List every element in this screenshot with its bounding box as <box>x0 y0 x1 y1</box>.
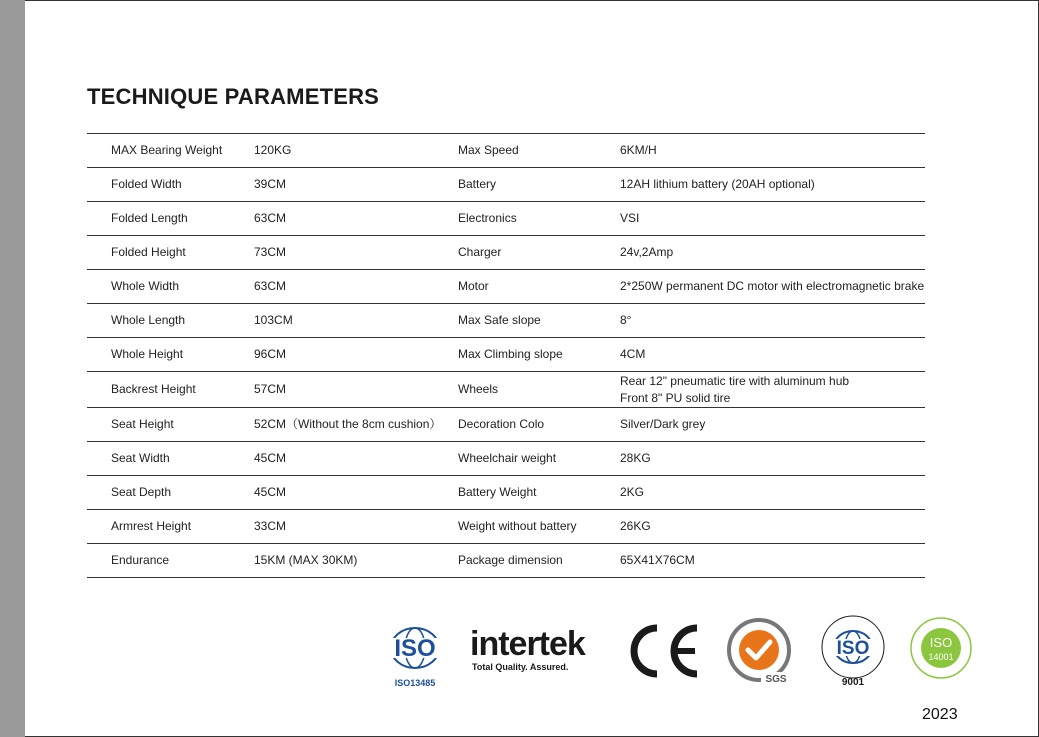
intertek-logo <box>470 626 610 681</box>
param-value: 15KM (MAX 30KM) <box>254 553 358 567</box>
param-name: Seat Depth <box>111 485 172 499</box>
iso9001-logo <box>818 612 888 688</box>
table-row <box>87 372 925 408</box>
param-value: 120KG <box>254 143 292 157</box>
table-row <box>87 134 925 168</box>
sgs-badge-icon <box>725 616 795 688</box>
iso13485-logo <box>380 620 450 690</box>
table-row <box>87 442 925 476</box>
param-value: 39CM <box>254 177 287 191</box>
param-name: Whole Length <box>111 313 186 327</box>
page-title: TECHNIQUE PARAMETERS <box>87 84 380 109</box>
svg-text:ISO: ISO <box>836 638 870 659</box>
param-value: Silver/Dark grey <box>620 417 706 431</box>
table-row <box>87 338 925 372</box>
param-value: 26KG <box>620 519 651 533</box>
param-value: 2KG <box>620 485 645 499</box>
svg-text:9001: 9001 <box>841 677 865 688</box>
param-name: Electronics <box>458 211 517 225</box>
parameters-table <box>87 133 925 578</box>
param-value: Rear 12" pneumatic tire with aluminum hub Front 8" PU solid tire <box>620 373 850 405</box>
param-value: 28KG <box>620 451 651 465</box>
param-value: 63CM <box>254 211 287 225</box>
param-name: Battery <box>458 177 497 191</box>
left-margin-bar <box>0 0 25 737</box>
param-value: 24v,2Amp <box>620 245 674 259</box>
table-row <box>87 168 925 202</box>
param-name: Weight without battery <box>458 519 577 533</box>
param-name: Folded Width <box>111 177 182 191</box>
year-label: 2023 <box>922 706 958 723</box>
svg-text:ISO: ISO <box>394 635 436 662</box>
param-value: 103CM <box>254 313 293 327</box>
param-name: Wheels <box>458 382 499 396</box>
ce-mark-icon <box>625 620 705 682</box>
param-name: Charger <box>458 245 502 259</box>
param-name: Seat Width <box>111 451 170 465</box>
param-value: 63CM <box>254 279 287 293</box>
table-row <box>87 236 925 270</box>
param-value: 45CM <box>254 451 287 465</box>
param-name: Folded Height <box>111 245 186 259</box>
table-row <box>87 304 925 338</box>
param-value: 52CM（Without the 8cm cushion） <box>254 417 442 431</box>
param-value: 2*250W permanent DC motor with electromagnetic brake <box>620 279 925 293</box>
iso14001-badge-icon <box>905 614 977 686</box>
svg-text:14001: 14001 <box>928 652 954 662</box>
param-value: 65X41X76CM <box>620 553 695 567</box>
svg-text:SGS: SGS <box>765 674 787 685</box>
param-name: Motor <box>458 279 489 293</box>
param-name: Folded Length <box>111 211 188 225</box>
param-name: Max Speed <box>458 143 519 157</box>
param-value: 96CM <box>254 347 287 361</box>
param-value: 12AH lithium battery (20AH optional) <box>620 177 815 191</box>
param-value: 45CM <box>254 485 287 499</box>
svg-text:ISO: ISO <box>929 635 953 650</box>
iso13485-caption: ISO13485 <box>394 678 436 688</box>
param-name: Whole Width <box>111 279 180 293</box>
param-name: Wheelchair weight <box>458 451 557 465</box>
table-row <box>87 270 925 304</box>
param-name: Decoration Colo <box>458 417 545 431</box>
param-value: 6KM/H <box>620 143 657 157</box>
sgs-logo <box>725 616 795 688</box>
param-name: Endurance <box>111 553 170 567</box>
table-row <box>87 408 925 442</box>
param-value: 73CM <box>254 245 287 259</box>
intertek-tagline: Total Quality. Assured. <box>472 662 569 672</box>
intertek-wordmark: intertek <box>470 625 585 663</box>
table-row <box>87 544 925 578</box>
table-row <box>87 202 925 236</box>
param-value: 4CM <box>620 347 646 361</box>
param-name: Package dimension <box>458 553 563 567</box>
param-value: 33CM <box>254 519 287 533</box>
param-value: VSI <box>620 211 640 225</box>
param-name: Max Climbing slope <box>458 347 563 361</box>
param-value: 57CM <box>254 382 287 396</box>
iso14001-logo <box>905 614 977 686</box>
iso-globe-icon <box>818 612 888 688</box>
param-name: MAX Bearing Weight <box>111 143 223 157</box>
param-name: Battery Weight <box>458 485 537 499</box>
table-row <box>87 510 925 544</box>
certification-logos <box>380 612 980 697</box>
param-name: Backrest Height <box>111 382 196 396</box>
param-name: Whole Height <box>111 347 184 361</box>
ce-mark-logo <box>625 620 705 682</box>
param-name: Seat Height <box>111 417 174 431</box>
param-name: Armrest Height <box>111 519 192 533</box>
param-name: Max Safe slope <box>458 313 541 327</box>
param-value: 8° <box>620 313 632 327</box>
page-border-top <box>25 0 1039 1</box>
table-row <box>87 476 925 510</box>
